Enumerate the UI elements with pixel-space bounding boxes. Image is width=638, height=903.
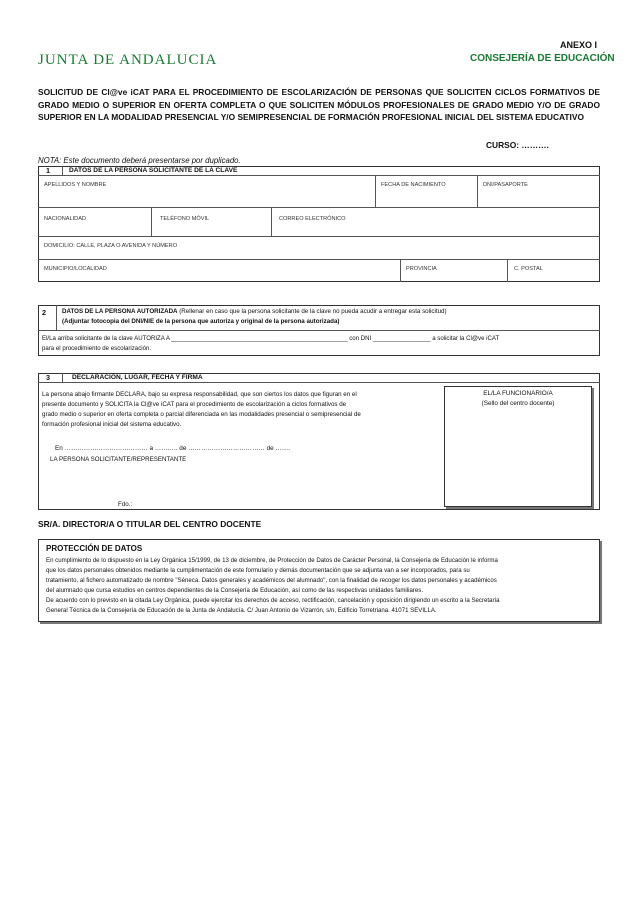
signer-label: LA PERSONA SOLICITANTE/REPRESENTANTE [50, 456, 187, 463]
field-dni[interactable]: DNI/PASAPORTE [483, 182, 528, 188]
section-2-title: DATOS DE LA PERSONA AUTORIZADA [62, 308, 178, 315]
official-stamp-label: (Sello del centro docente) [481, 400, 555, 407]
data-protection-line: General Técnica de la Consejería de Educación de la Junta de Andalucía. C/ Juan Antonio de Vizarrón, s/n, Edificio Torretriana. 41071 SEVILLA. [46, 607, 437, 614]
section-3-number: 3 [46, 373, 50, 382]
field-codigo-postal[interactable]: C. POSTAL [514, 266, 543, 272]
field-correo[interactable]: CORREO ELECTRÓNICO [279, 216, 346, 222]
section-2-number: 2 [42, 308, 46, 317]
form-title: SOLICITUD DE Cl@ve iCAT PARA EL PROCEDIMIENTO DE ESCOLARIZACIÓN DE PERSONAS QUE SOLICITEN CICLOS FORMATIVOS DE GRADO MEDIO O SUPERIOR EN OFERTA COMPLETA O QUE SOLICITEN MÓDULOS PROFESIONALES DE GRADO MEDIO Y/O DE GRADO SUPERIOR EN LA MODALIDAD PRESENCIAL Y/O SEMIPRESENCIAL DE FORMACIÓN PROFESIONAL INICIAL DEL SISTEMA EDUCATIVO [38, 87, 600, 122]
field-municipio[interactable]: MUNICIPIO/LOCALIDAD [44, 266, 107, 272]
data-protection-line: que los datos personales obtenidos mediante la cumplimentación de este formulario y demás documentación que se adjunta van a ser incorporados, para su [46, 567, 470, 574]
declaration-line-4: formación profesional inicial del sistema educativo. [42, 421, 182, 428]
section-2-header [62, 307, 447, 317]
section-3-title: DECLARACIÓN, LUGAR, FECHA Y FIRMA [72, 374, 203, 381]
organization-logo-text: JUNTA DE ANDALUCIA [38, 52, 218, 68]
field-domicilio[interactable]: DOMICILIO: CALLE, PLAZA O AVENIDA Y NÚMERO [44, 243, 178, 249]
declaration-line-2: presente documento y SOLICITA la Cl@ve iCAT para el procedimiento de escolarización a ciclos formativos de [42, 401, 347, 408]
declaration-line-1: La persona abajo firmante DECLARA, bajo su expresa responsabilidad, que son ciertos los datos que figuran en el [42, 391, 357, 398]
data-protection-line: De acuerdo con lo previsto en la citada Ley Orgánica, puede ejercitar los derechos de acceso, rectificación, cancelación y oposición dirigiendo un escrito a la Secretaría [46, 597, 500, 604]
data-protection-line: En cumplimiento de lo dispuesto en la Ley Orgánica 15/1999, de 13 de diciembre, de Protección de Datos de Carácter Personal, la Consejería de Educación le informa [46, 557, 498, 564]
section-2-title-note: (Rellenar en caso que la persona solicitante de la clave no pueda acudir a entregar esta solicitud) [179, 308, 447, 315]
place-date-line[interactable]: En ………………………………… a ……….. de ……………………………… de ……. [55, 445, 291, 452]
authorization-text-line2: para el procedimiento de escolarización. [42, 345, 152, 352]
authorization-text-line1[interactable]: El/La arriba solicitante de la clave AUTORIZA A ____________________________________________________ con DNI _________________ a solicitar la Cl@ve iCAT [42, 335, 500, 342]
section-1-title: DATOS DE LA PERSONA SOLICITANTE DE LA CLAVE [69, 167, 238, 174]
field-fecha-nacimiento[interactable]: FECHA DE NACIMIENTO [381, 182, 446, 188]
field-telefono[interactable]: TELÉFONO MÓVIL [160, 216, 210, 222]
field-nacionalidad[interactable]: NACIONALIDAD [44, 216, 86, 222]
data-protection-title: PROTECCIÓN DE DATOS [46, 544, 143, 553]
annex-label: ANEXO I [560, 40, 598, 50]
data-protection-line: tratamiento, al fichero automatizado de nombre "Séneca. Datos generales y académicos del alumnado", con la finalidad de recoger los datos personales y académicos [46, 577, 497, 584]
course-label: CURSO: ………. [486, 140, 549, 150]
section-2-subtitle: (Adjuntar fotocopia del DNI/NIE de la persona que autoriza y original de la persona autorizada) [62, 318, 340, 325]
official-title: EL/LA FUNCIONARIO/A [483, 390, 553, 397]
data-protection-line: del alumnado que cursa estudios en centros dependientes de la Consejería de Educación, así como de las respectivas unidades familiares. [46, 587, 424, 594]
declaration-line-3: grado medio o superior en oferta completa o parcial diferenciada en las modalidades presencial o semipresencial de [42, 411, 361, 418]
section-1-number: 1 [46, 166, 50, 175]
department-label: CONSEJERÍA DE EDUCACIÓN [470, 53, 615, 64]
field-apellidos[interactable]: APELLIDOS Y NOMBRE [44, 182, 107, 188]
field-provincia[interactable]: PROVINCIA [406, 266, 437, 272]
signature-field[interactable]: Fdo.: [118, 501, 133, 508]
duplicate-note: NOTA: Este documento deberá presentarse por duplicado. [38, 156, 241, 165]
addressee: SR/A. DIRECTOR/A O TITULAR DEL CENTRO DOCENTE [38, 519, 262, 529]
